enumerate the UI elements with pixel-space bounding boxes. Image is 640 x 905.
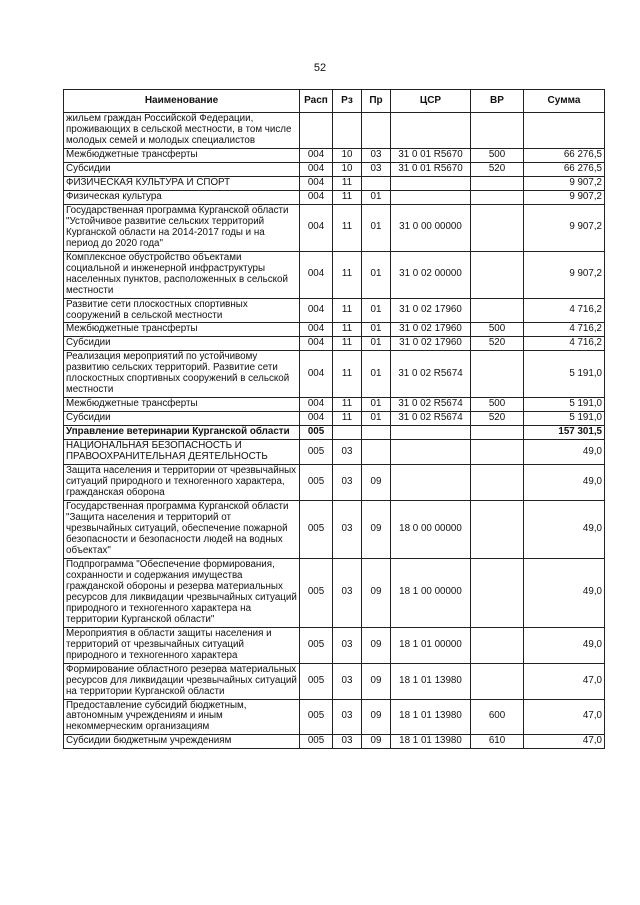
cell-sum: 49,0: [524, 558, 605, 627]
cell-pr: 09: [362, 699, 391, 735]
cell-rasp: 004: [300, 148, 333, 162]
table-row: [64, 204, 605, 251]
table-row: [64, 337, 605, 351]
table-row: [64, 176, 605, 190]
cell-name: жильем граждан Российской Федерации, проживающих в сельской местности, в том числе молодых семей и молодых специалистов: [64, 113, 300, 149]
cell-vr: [471, 558, 524, 627]
cell-vr: 500: [471, 398, 524, 412]
cell-rasp: 004: [300, 176, 333, 190]
cell-pr: [362, 176, 391, 190]
cell-name: Субсидии: [64, 162, 300, 176]
cell-rz: 11: [333, 298, 362, 323]
cell-rz: [333, 113, 362, 149]
cell-rasp: 004: [300, 398, 333, 412]
cell-vr: [471, 190, 524, 204]
cell-pr: 01: [362, 412, 391, 426]
cell-sum: 49,0: [524, 501, 605, 559]
cell-csr: [391, 190, 471, 204]
cell-rz: 03: [333, 465, 362, 501]
cell-rasp: 004: [300, 190, 333, 204]
cell-csr: 31 0 01 R5670: [391, 162, 471, 176]
cell-vr: [471, 426, 524, 440]
cell-pr: [362, 440, 391, 465]
cell-vr: [471, 465, 524, 501]
cell-pr: 09: [362, 627, 391, 663]
cell-vr: [471, 501, 524, 559]
table-row: [64, 351, 605, 398]
cell-name: Государственная программа Курганской области "Устойчивое развитие сельских территорий Курганской области на 2014-2017 годы и на период до 2020 года": [64, 204, 300, 251]
cell-rz: 11: [333, 190, 362, 204]
cell-rasp: 004: [300, 337, 333, 351]
cell-pr: 01: [362, 251, 391, 298]
cell-rz: 11: [333, 337, 362, 351]
cell-pr: 09: [362, 501, 391, 559]
cell-pr: 09: [362, 735, 391, 749]
cell-sum: 9 907,2: [524, 190, 605, 204]
cell-rasp: 005: [300, 627, 333, 663]
table-row: [64, 412, 605, 426]
cell-rz: 11: [333, 398, 362, 412]
cell-name: Межбюджетные трансферты: [64, 398, 300, 412]
cell-csr: 31 0 02 00000: [391, 251, 471, 298]
cell-name: Государственная программа Курганской области "Защита населения и территорий от чрезвычайных ситуаций, обеспечение пожарной безопасности и безопасности людей на водных объектах": [64, 501, 300, 559]
cell-pr: [362, 113, 391, 149]
cell-rasp: 005: [300, 426, 333, 440]
cell-csr: 31 0 02 17960: [391, 298, 471, 323]
table-row: [64, 627, 605, 663]
table-row: [64, 162, 605, 176]
cell-sum: 47,0: [524, 663, 605, 699]
cell-sum: 66 276,5: [524, 162, 605, 176]
cell-name: Управление ветеринарии Курганской области: [64, 426, 300, 440]
budget-table: [63, 89, 605, 749]
cell-name: Защита населения и территории от чрезвычайных ситуаций природного и техногенного характера, гражданская оборона: [64, 465, 300, 501]
cell-name: Мероприятия в области защиты населения и территорий от чрезвычайных ситуаций природного и техногенного характера: [64, 627, 300, 663]
cell-name: Межбюджетные трансферты: [64, 148, 300, 162]
cell-csr: 18 1 01 00000: [391, 627, 471, 663]
table-row: [64, 501, 605, 559]
header-name: Наименование: [64, 90, 300, 113]
cell-vr: 520: [471, 412, 524, 426]
cell-name: Комплексное обустройство объектами социальной и инженерной инфраструктуры населенных пунктов, расположенных в сельской местности: [64, 251, 300, 298]
cell-name: Предоставление субсидий бюджетным, автономным учреждениям и иным некоммерческим организациям: [64, 699, 300, 735]
table-row: [64, 426, 605, 440]
cell-name: Развитие сети плоскостных спортивных сооружений в сельской местности: [64, 298, 300, 323]
cell-vr: 600: [471, 699, 524, 735]
cell-rz: 11: [333, 251, 362, 298]
cell-csr: 31 0 02 17960: [391, 337, 471, 351]
cell-pr: 01: [362, 323, 391, 337]
cell-pr: 09: [362, 663, 391, 699]
cell-csr: 31 0 02 R5674: [391, 412, 471, 426]
cell-sum: 49,0: [524, 465, 605, 501]
cell-rasp: [300, 113, 333, 149]
cell-name: Физическая культура: [64, 190, 300, 204]
cell-sum: 66 276,5: [524, 148, 605, 162]
cell-vr: [471, 351, 524, 398]
cell-sum: 9 907,2: [524, 204, 605, 251]
cell-vr: [471, 204, 524, 251]
header-sum: Сумма: [524, 90, 605, 113]
cell-sum: 47,0: [524, 735, 605, 749]
cell-sum: 4 716,2: [524, 337, 605, 351]
cell-rasp: 005: [300, 501, 333, 559]
cell-vr: [471, 298, 524, 323]
table-row: [64, 148, 605, 162]
cell-sum: 4 716,2: [524, 323, 605, 337]
cell-vr: [471, 251, 524, 298]
cell-vr: [471, 440, 524, 465]
table-header-row: [64, 90, 605, 113]
cell-csr: [391, 440, 471, 465]
cell-sum: 5 191,0: [524, 351, 605, 398]
cell-vr: [471, 663, 524, 699]
table-row: [64, 440, 605, 465]
cell-pr: 03: [362, 162, 391, 176]
header-rz: Рз: [333, 90, 362, 113]
cell-rasp: 005: [300, 558, 333, 627]
cell-rasp: 004: [300, 298, 333, 323]
cell-csr: 31 0 01 R5670: [391, 148, 471, 162]
cell-rasp: 005: [300, 699, 333, 735]
cell-rz: 03: [333, 627, 362, 663]
cell-vr: [471, 627, 524, 663]
cell-name: Формирование областного резерва материальных ресурсов для ликвидации чрезвычайных ситуаций на территории Курганской области: [64, 663, 300, 699]
cell-rz: 03: [333, 699, 362, 735]
cell-csr: 31 0 02 R5674: [391, 398, 471, 412]
cell-rasp: 005: [300, 735, 333, 749]
cell-vr: 520: [471, 337, 524, 351]
page-number: 52: [313, 62, 327, 74]
cell-rasp: 005: [300, 465, 333, 501]
cell-sum: 5 191,0: [524, 412, 605, 426]
cell-rasp: 004: [300, 251, 333, 298]
cell-csr: 31 0 02 17960: [391, 323, 471, 337]
cell-rz: [333, 426, 362, 440]
table-row: [64, 465, 605, 501]
cell-rz: 10: [333, 162, 362, 176]
cell-pr: 01: [362, 298, 391, 323]
cell-csr: 31 0 02 R5674: [391, 351, 471, 398]
table-row: [64, 251, 605, 298]
cell-rz: 03: [333, 558, 362, 627]
cell-name: Подпрограмма "Обеспечение формирования, сохранности и содержания имущества гражданской обороны и резерва материальных ресурсов для ликвидации чрезвычайных ситуаций природного и техногенного характера на территории Курганской области": [64, 558, 300, 627]
cell-pr: 01: [362, 190, 391, 204]
cell-pr: 03: [362, 148, 391, 162]
cell-rz: 03: [333, 440, 362, 465]
cell-rz: 11: [333, 323, 362, 337]
cell-vr: 500: [471, 323, 524, 337]
table-row: [64, 113, 605, 149]
cell-sum: 157 301,5: [524, 426, 605, 440]
cell-sum: 49,0: [524, 440, 605, 465]
cell-csr: [391, 465, 471, 501]
cell-sum: 4 716,2: [524, 298, 605, 323]
cell-csr: 18 1 01 13980: [391, 663, 471, 699]
cell-rasp: 004: [300, 162, 333, 176]
cell-rz: 11: [333, 204, 362, 251]
header-vr: ВР: [471, 90, 524, 113]
table-row: [64, 298, 605, 323]
cell-rasp: 004: [300, 412, 333, 426]
cell-rasp: 004: [300, 323, 333, 337]
cell-pr: [362, 426, 391, 440]
table-row: [64, 735, 605, 749]
cell-rz: 11: [333, 351, 362, 398]
cell-csr: 18 1 00 00000: [391, 558, 471, 627]
cell-sum: [524, 113, 605, 149]
table-row: [64, 323, 605, 337]
cell-csr: 18 1 01 13980: [391, 735, 471, 749]
header-rasp: Расп: [300, 90, 333, 113]
cell-rz: 03: [333, 663, 362, 699]
cell-sum: 47,0: [524, 699, 605, 735]
cell-vr: 520: [471, 162, 524, 176]
cell-csr: [391, 176, 471, 190]
cell-rasp: 004: [300, 351, 333, 398]
cell-rz: 11: [333, 176, 362, 190]
cell-csr: 18 0 00 00000: [391, 501, 471, 559]
cell-rasp: 005: [300, 663, 333, 699]
cell-pr: 01: [362, 398, 391, 412]
cell-name: Субсидии: [64, 337, 300, 351]
table-row: [64, 398, 605, 412]
header-csr: ЦСР: [391, 90, 471, 113]
cell-name: НАЦИОНАЛЬНАЯ БЕЗОПАСНОСТЬ И ПРАВООХРАНИТЕЛЬНАЯ ДЕЯТЕЛЬНОСТЬ: [64, 440, 300, 465]
cell-csr: [391, 113, 471, 149]
cell-name: Субсидии бюджетным учреждениям: [64, 735, 300, 749]
cell-rasp: 004: [300, 204, 333, 251]
cell-rz: 03: [333, 501, 362, 559]
cell-pr: 01: [362, 337, 391, 351]
table-row: [64, 663, 605, 699]
cell-sum: 9 907,2: [524, 251, 605, 298]
cell-vr: [471, 113, 524, 149]
cell-name: ФИЗИЧЕСКАЯ КУЛЬТУРА И СПОРТ: [64, 176, 300, 190]
table-row: [64, 699, 605, 735]
cell-pr: 01: [362, 351, 391, 398]
cell-name: Субсидии: [64, 412, 300, 426]
cell-rz: 11: [333, 412, 362, 426]
cell-vr: 500: [471, 148, 524, 162]
cell-rasp: 005: [300, 440, 333, 465]
cell-name: Межбюджетные трансферты: [64, 323, 300, 337]
cell-sum: 49,0: [524, 627, 605, 663]
cell-vr: [471, 176, 524, 190]
cell-sum: 5 191,0: [524, 398, 605, 412]
cell-csr: 31 0 00 00000: [391, 204, 471, 251]
cell-pr: 09: [362, 465, 391, 501]
header-pr: Пр: [362, 90, 391, 113]
cell-rz: 10: [333, 148, 362, 162]
cell-csr: 18 1 01 13980: [391, 699, 471, 735]
table-row: [64, 190, 605, 204]
table-row: [64, 558, 605, 627]
cell-sum: 9 907,2: [524, 176, 605, 190]
cell-vr: 610: [471, 735, 524, 749]
cell-pr: 09: [362, 558, 391, 627]
cell-pr: 01: [362, 204, 391, 251]
cell-rz: 03: [333, 735, 362, 749]
cell-csr: [391, 426, 471, 440]
cell-name: Реализация мероприятий по устойчивому развитию сельских территорий. Развитие сети плоскостных спортивных сооружений в сельской местности: [64, 351, 300, 398]
